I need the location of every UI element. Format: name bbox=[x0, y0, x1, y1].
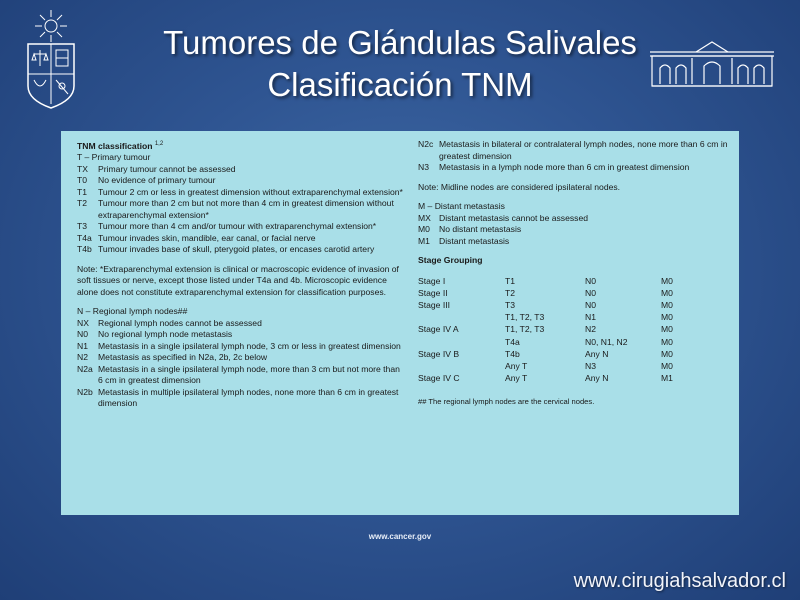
stage-cell bbox=[418, 311, 505, 323]
t-code: T0 bbox=[77, 175, 88, 186]
m-cell: M0 bbox=[661, 360, 673, 371]
t-cell: T4b bbox=[505, 348, 520, 359]
t-cell: Any T bbox=[505, 360, 528, 371]
title-line-1: Tumores de Glándulas Salivales bbox=[163, 24, 637, 61]
stage-row bbox=[418, 323, 673, 335]
right-column bbox=[418, 139, 728, 408]
left-column bbox=[77, 139, 407, 410]
n-row bbox=[77, 364, 407, 387]
n-code: N2 bbox=[77, 352, 88, 363]
t-cell: T1 bbox=[505, 275, 516, 286]
t-row bbox=[77, 187, 407, 199]
t-desc: Primary tumour cannot be assessed bbox=[98, 163, 236, 174]
n-row bbox=[77, 387, 407, 410]
m-row bbox=[418, 213, 728, 225]
n-code: N1 bbox=[77, 340, 88, 351]
t-row bbox=[77, 244, 407, 256]
n-cell: Any N bbox=[585, 348, 609, 359]
t-rows bbox=[77, 164, 407, 256]
m-desc: Distant metastasis bbox=[439, 235, 510, 246]
n-section-title: N – Regional lymph nodes## bbox=[77, 306, 188, 317]
heading-superscript: 1,2 bbox=[154, 141, 164, 147]
n-cell: N0 bbox=[585, 287, 596, 298]
n-row bbox=[77, 341, 407, 353]
m-row bbox=[418, 224, 728, 236]
m-cell: M0 bbox=[661, 348, 673, 359]
t-code: T4a bbox=[77, 232, 92, 243]
n-cell: N2 bbox=[585, 324, 596, 335]
stage-row bbox=[418, 311, 673, 323]
m-code: MX bbox=[418, 212, 431, 223]
n-code: NX bbox=[77, 317, 89, 328]
stage-cell: Stage I bbox=[418, 275, 446, 286]
n-desc: Metastasis as specified in N2a, 2b, 2c below bbox=[98, 352, 268, 363]
source-credit: www.cancer.gov bbox=[368, 532, 432, 541]
n-row bbox=[77, 318, 407, 330]
university-crest-logo bbox=[22, 8, 80, 110]
stage-cell bbox=[418, 360, 505, 372]
n-cell: N0 bbox=[585, 275, 596, 286]
t-desc: Tumour invades base of skull, pterygoid plates, or encases carotid artery bbox=[98, 244, 375, 255]
n-code: N0 bbox=[77, 329, 88, 340]
n-desc: Metastasis in a single ipsilateral lymph node, more than 3 cm but not more than 6 cm in greatest dimension bbox=[98, 363, 400, 386]
n-desc: Metastasis in a single ipsilateral lymph node, 3 cm or less in greatest dimension bbox=[98, 340, 401, 351]
t-code: T3 bbox=[77, 221, 88, 232]
t-cell: T1, T2, T3 bbox=[505, 324, 545, 335]
stage-cell: Stage IV C bbox=[418, 373, 460, 384]
m-cell: M0 bbox=[661, 275, 673, 286]
slide-title bbox=[80, 22, 720, 106]
m-cell: M0 bbox=[661, 336, 673, 347]
n-note: Note: Midline nodes are considered ipsilateral nodes. bbox=[418, 181, 621, 192]
t-code: T4b bbox=[77, 244, 92, 255]
n-row bbox=[418, 139, 728, 162]
t-desc: Tumour invades skin, mandible, ear canal, or facial nerve bbox=[98, 232, 316, 243]
n-desc: No regional lymph node metastasis bbox=[98, 329, 233, 340]
n-code: N2a bbox=[77, 363, 93, 374]
n-cell: N0 bbox=[585, 299, 596, 310]
m-cell: M0 bbox=[661, 299, 673, 310]
stage-row bbox=[418, 275, 673, 287]
tnm-heading: TNM classification $^{1,2}$ bbox=[77, 140, 164, 151]
m-desc: No distant metastasis bbox=[439, 224, 522, 234]
t-cell: Any T bbox=[505, 373, 528, 384]
regional-nodes-footnote: ## The regional lymph nodes are the cervical nodes. bbox=[418, 397, 595, 407]
t-desc: No evidence of primary tumour bbox=[98, 175, 216, 186]
tnm-classification-table bbox=[61, 131, 739, 515]
m-row bbox=[418, 236, 728, 248]
n-desc: Metastasis in a lymph node more than 6 cm in greatest dimension bbox=[439, 162, 690, 172]
n-row bbox=[418, 162, 728, 174]
stage-cell: Stage IV B bbox=[418, 348, 460, 359]
m-desc: Distant metastasis cannot be assessed bbox=[439, 212, 589, 223]
t-cell: T2 bbox=[505, 287, 516, 298]
n-code: N3 bbox=[418, 162, 429, 172]
t-code: TX bbox=[77, 163, 88, 174]
t-cell: T4a bbox=[505, 336, 520, 347]
m-cell: M0 bbox=[661, 287, 673, 298]
t-row bbox=[77, 233, 407, 245]
stage-row bbox=[418, 360, 673, 372]
n-row bbox=[77, 329, 407, 341]
t-row bbox=[77, 198, 407, 221]
m-section-title: M – Distant metastasis bbox=[418, 201, 505, 211]
stage-row bbox=[418, 336, 673, 348]
stage-cell: Stage IV A bbox=[418, 324, 459, 335]
website-url: www.cirugiahsalvador.cl bbox=[573, 570, 786, 592]
t-row bbox=[77, 221, 407, 233]
stage-row bbox=[418, 299, 673, 311]
m-code: M0 bbox=[418, 224, 430, 234]
stage-cell bbox=[418, 336, 505, 348]
n-desc: Metastasis in bilateral or contralateral lymph nodes, none more than 6 cm in greatest dimension bbox=[439, 139, 728, 161]
t-row bbox=[77, 175, 407, 187]
t-section-title: T – Primary tumour bbox=[77, 152, 151, 163]
n-desc: Regional lymph nodes cannot be assessed bbox=[98, 317, 262, 328]
stage-cell: Stage II bbox=[418, 287, 448, 298]
m-cell: M0 bbox=[661, 324, 673, 335]
n-code: N2b bbox=[77, 386, 93, 397]
stage-grouping-title: Stage Grouping bbox=[418, 255, 483, 265]
stage-grouping-table bbox=[418, 275, 673, 385]
stage-row bbox=[418, 372, 673, 384]
n-rows bbox=[77, 318, 407, 410]
t-desc: Tumour 2 cm or less in greatest dimension without extraparenchymal extension* bbox=[98, 186, 403, 197]
n-cell: Any N bbox=[585, 373, 609, 384]
t-desc: Tumour more than 4 cm and/or tumour with extraparenchymal extension* bbox=[98, 221, 377, 232]
m-cell: M0 bbox=[661, 312, 673, 323]
t-row bbox=[77, 164, 407, 176]
stage-row bbox=[418, 348, 673, 360]
n-row bbox=[77, 352, 407, 364]
n-cell: N0, N1, N2 bbox=[585, 336, 628, 347]
t-desc: Tumour more than 2 cm but not more than 4 cm in greatest dimension without extraparenchymal extension* bbox=[98, 198, 394, 220]
n-desc: Metastasis in multiple ipsilateral lymph nodes, none more than 6 cm in greatest dimension bbox=[98, 386, 399, 409]
m-cell: M1 bbox=[661, 373, 673, 384]
stage-cell: Stage III bbox=[418, 299, 451, 310]
stage-row bbox=[418, 287, 673, 299]
n-cell: N1 bbox=[585, 312, 596, 323]
title-line-2: Clasificación TNM bbox=[267, 66, 533, 103]
n-code: N2c bbox=[418, 139, 434, 149]
m-code: M1 bbox=[418, 235, 430, 246]
t-cell: T1, T2, T3 bbox=[505, 312, 545, 323]
t-code: T2 bbox=[77, 198, 88, 209]
n-cell: N3 bbox=[585, 360, 596, 371]
t-code: T1 bbox=[77, 186, 88, 197]
t-note: Note: *Extraparenchymal extension is clinical or macroscopic evidence of invasion of soft tissues or nerve, except those listed under T4a and 4b. Microscopic evidence alone does not constitute extraparenchymal extension for classification purposes. bbox=[77, 263, 399, 297]
t-cell: T3 bbox=[505, 299, 516, 310]
